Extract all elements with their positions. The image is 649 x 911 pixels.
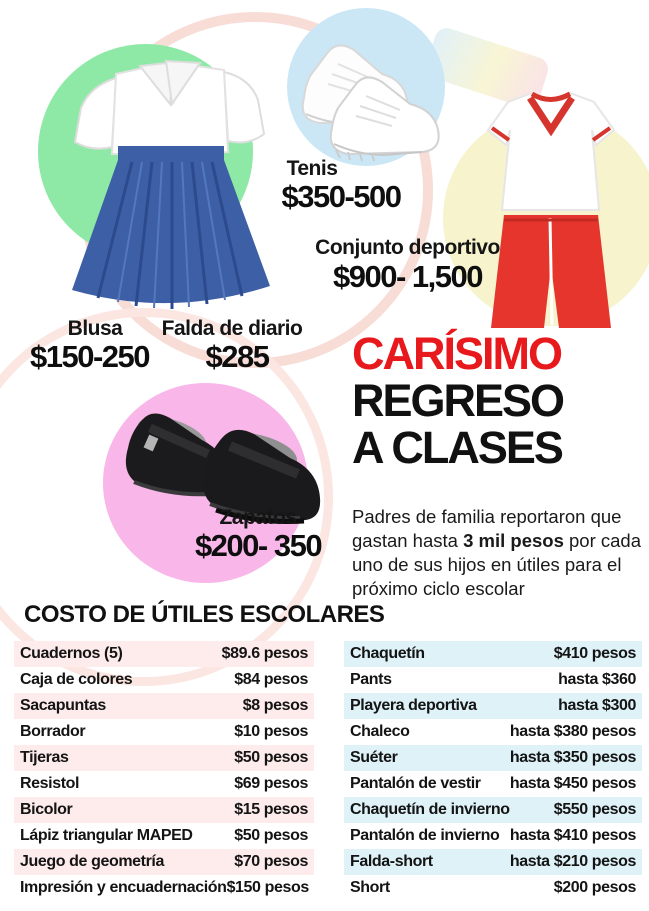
supply-item: Playera deportiva [350,697,477,714]
conjunto-price: $900- 1,500 [333,259,482,294]
intro-text-1: Padres de familia reportaron que gastan hasta [352,505,622,551]
zapatos-price: $200- 350 [194,528,322,563]
supply-price: $84 pesos [234,671,308,688]
supply-item: Pantalón de invierno [350,827,500,844]
supply-price: $70 pesos [234,853,308,870]
table-row [14,719,314,745]
headline-word-carisimo: CARÍSIMO [352,328,561,379]
table-row [14,693,314,719]
supply-price: $200 pesos [553,879,636,896]
tenis-label: Tenis [286,157,338,180]
blusa-price: $150-250 [29,339,149,374]
intro-paragraph [352,505,645,601]
table-row [14,823,314,849]
supply-price: $89.6 pesos [221,645,308,662]
supply-item: Caja de colores [20,671,133,688]
headline-word-aclases: A CLASES [352,422,562,473]
supply-item: Juego de geometría [20,853,164,870]
supply-item: Short [350,879,390,896]
tennis-shoes-image [288,28,448,166]
supply-item: Cuadernos (5) [20,645,123,662]
supply-price: hasta $350 pesos [509,749,636,766]
supply-item: Falda-short [350,853,433,870]
supply-item: Lápiz triangular MAPED [20,827,193,844]
supply-item: Pantalón de vestir [350,775,481,792]
table-row [344,823,642,849]
blusa-label: Blusa [67,317,123,340]
supply-price: $410 pesos [553,645,636,662]
supply-item: Tijeras [20,749,69,766]
table-row [344,641,642,667]
conjunto-label: Conjunto deportivo [315,236,500,259]
supply-item: Sacapuntas [20,697,106,714]
supply-price: hasta $360 [558,671,636,688]
supply-price: $50 pesos [234,827,308,844]
table-row [14,849,314,875]
supply-price: hasta $300 [558,697,636,714]
headline [352,330,563,471]
table-row [344,771,642,797]
supply-item: Chaleco [350,723,410,740]
table-row [344,693,642,719]
supplies-title: COSTO DE ÚTILES ESCOLARES [24,601,385,628]
supply-price: $15 pesos [234,801,308,818]
intro-text-2: por cada uno de sus hijos en útiles para el próximo ciclo escolar [352,529,641,599]
supplies-table-left [14,641,314,901]
supply-price: hasta $450 pesos [509,775,636,792]
falda-price: $285 [205,339,269,374]
tenis-price: $350-500 [281,179,401,214]
table-row [344,875,642,901]
supply-price: $10 pesos [234,723,308,740]
sport-uniform-image [462,88,640,336]
table-row [14,797,314,823]
table-row [14,667,314,693]
supply-price: $50 pesos [234,749,308,766]
table-row [14,745,314,771]
table-row [344,797,642,823]
school-uniform-image [50,48,290,320]
supplies-table-right [344,641,642,901]
supply-price: hasta $380 pesos [509,723,636,740]
supply-item: Resistol [20,775,80,792]
supply-item: Chaquetín de invierno [350,801,510,818]
table-row [344,849,642,875]
supply-item: Chaquetín [350,645,425,662]
table-row [344,667,642,693]
supply-price: $69 pesos [234,775,308,792]
intro-bold-amount: 3 mil pesos [463,529,564,551]
table-row [14,641,314,667]
supply-item: Borrador [20,723,86,740]
supply-price: hasta $210 pesos [509,853,636,870]
supply-price: hasta $410 pesos [509,827,636,844]
supply-item: Pants [350,671,392,688]
table-row [14,875,314,901]
supply-price: $550 pesos [553,801,636,818]
table-row [14,771,314,797]
headline-word-regreso: REGRESO [352,375,564,426]
supply-price: $8 pesos [242,697,308,714]
supply-item: Bicolor [20,801,73,818]
supply-item: Impresión y encuadernación [20,879,227,896]
zapatos-label: Zapatos [219,506,297,529]
supply-price: $150 pesos [226,879,309,896]
table-row [344,745,642,771]
table-row [344,719,642,745]
falda-label: Falda de diario [161,317,303,340]
supply-item: Suéter [350,749,398,766]
